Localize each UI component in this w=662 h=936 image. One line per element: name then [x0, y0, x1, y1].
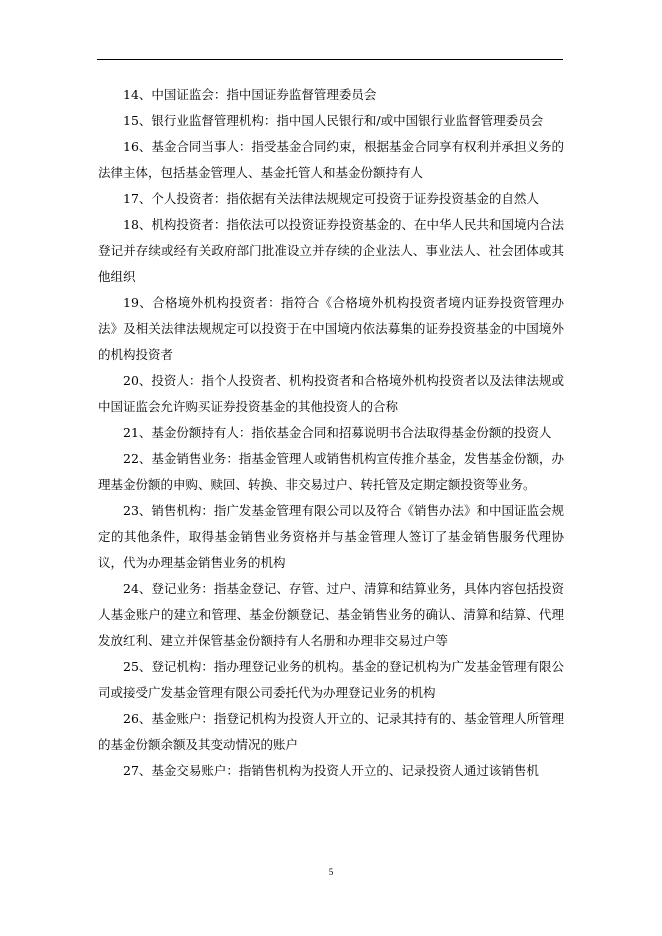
definition-paragraph: 14、中国证监会：指中国证券监督管理委员会 — [123, 87, 377, 102]
definition-paragraph: 23、销售机构：指广发基金管理有限公司以及符合《销售办法》和中国证监会规定的其他条件，取得基金销售业务资格并与基金管理人签订了基金销售服务代理协议，代为办理基金销售业务的机构 — [98, 503, 564, 570]
definition-paragraph: 26、基金账户：指登记机构为投资人开立的、记录其持有的、基金管理人所管理的基金份额余额及其变动情况的账户 — [98, 711, 564, 752]
page-number: 5 — [328, 867, 334, 877]
definition-paragraph: 22、基金销售业务：指基金管理人或销售机构宣传推介基金，发售基金份额，办理基金份额的申购、赎回、转换、非交易过户、转托管及定期定额投资等业务。 — [98, 451, 564, 492]
definition-paragraph: 24、登记业务：指基金登记、存管、过户、清算和结算业务，具体内容包括投资人基金账户的建立和管理、基金份额登记、基金销售业务的确认、清算和结算、代理发放红利、建立并保管基金份额持有人名册和办理非交易过户等 — [98, 581, 564, 648]
document-body — [98, 82, 564, 784]
header-rule — [97, 59, 563, 60]
definition-paragraph: 27、基金交易账户：指销售机构为投资人开立的、记录投资人通过该销售机 — [123, 763, 539, 778]
definition-paragraph: 25、登记机构：指办理登记业务的机构。基金的登记机构为广发基金管理有限公司或接受广发基金管理有限公司委托代为办理登记业务的机构 — [98, 659, 564, 700]
definition-paragraph: 18、机构投资者：指依法可以投资证券投资基金的、在中华人民共和国境内合法登记并存续或经有关政府部门批准设立并存续的企业法人、事业法人、社会团体或其他组织 — [98, 217, 564, 284]
definition-paragraph: 20、投资人：指个人投资者、机构投资者和合格境外机构投资者以及法律法规或中国证监会允许购买证券投资基金的其他投资人的合称 — [98, 373, 564, 414]
definition-paragraph: 19、合格境外机构投资者：指符合《合格境外机构投资者境内证券投资管理办法》及相关法律法规规定可以投资于在中国境内依法募集的证券投资基金的中国境外的机构投资者 — [98, 295, 564, 362]
definition-paragraph: 21、基金份额持有人：指依基金合同和招募说明书合法取得基金份额的投资人 — [123, 425, 552, 440]
definition-paragraph: 15、银行业监督管理机构：指中国人民银行和/或中国银行业监督管理委员会 — [123, 113, 544, 128]
definition-paragraph: 17、个人投资者：指依据有关法律法规规定可投资于证券投资基金的自然人 — [123, 191, 539, 206]
definition-paragraph: 16、基金合同当事人：指受基金合同约束，根据基金合同享有权利并承担义务的法律主体，包括基金管理人、基金托管人和基金份额持有人 — [98, 139, 564, 180]
